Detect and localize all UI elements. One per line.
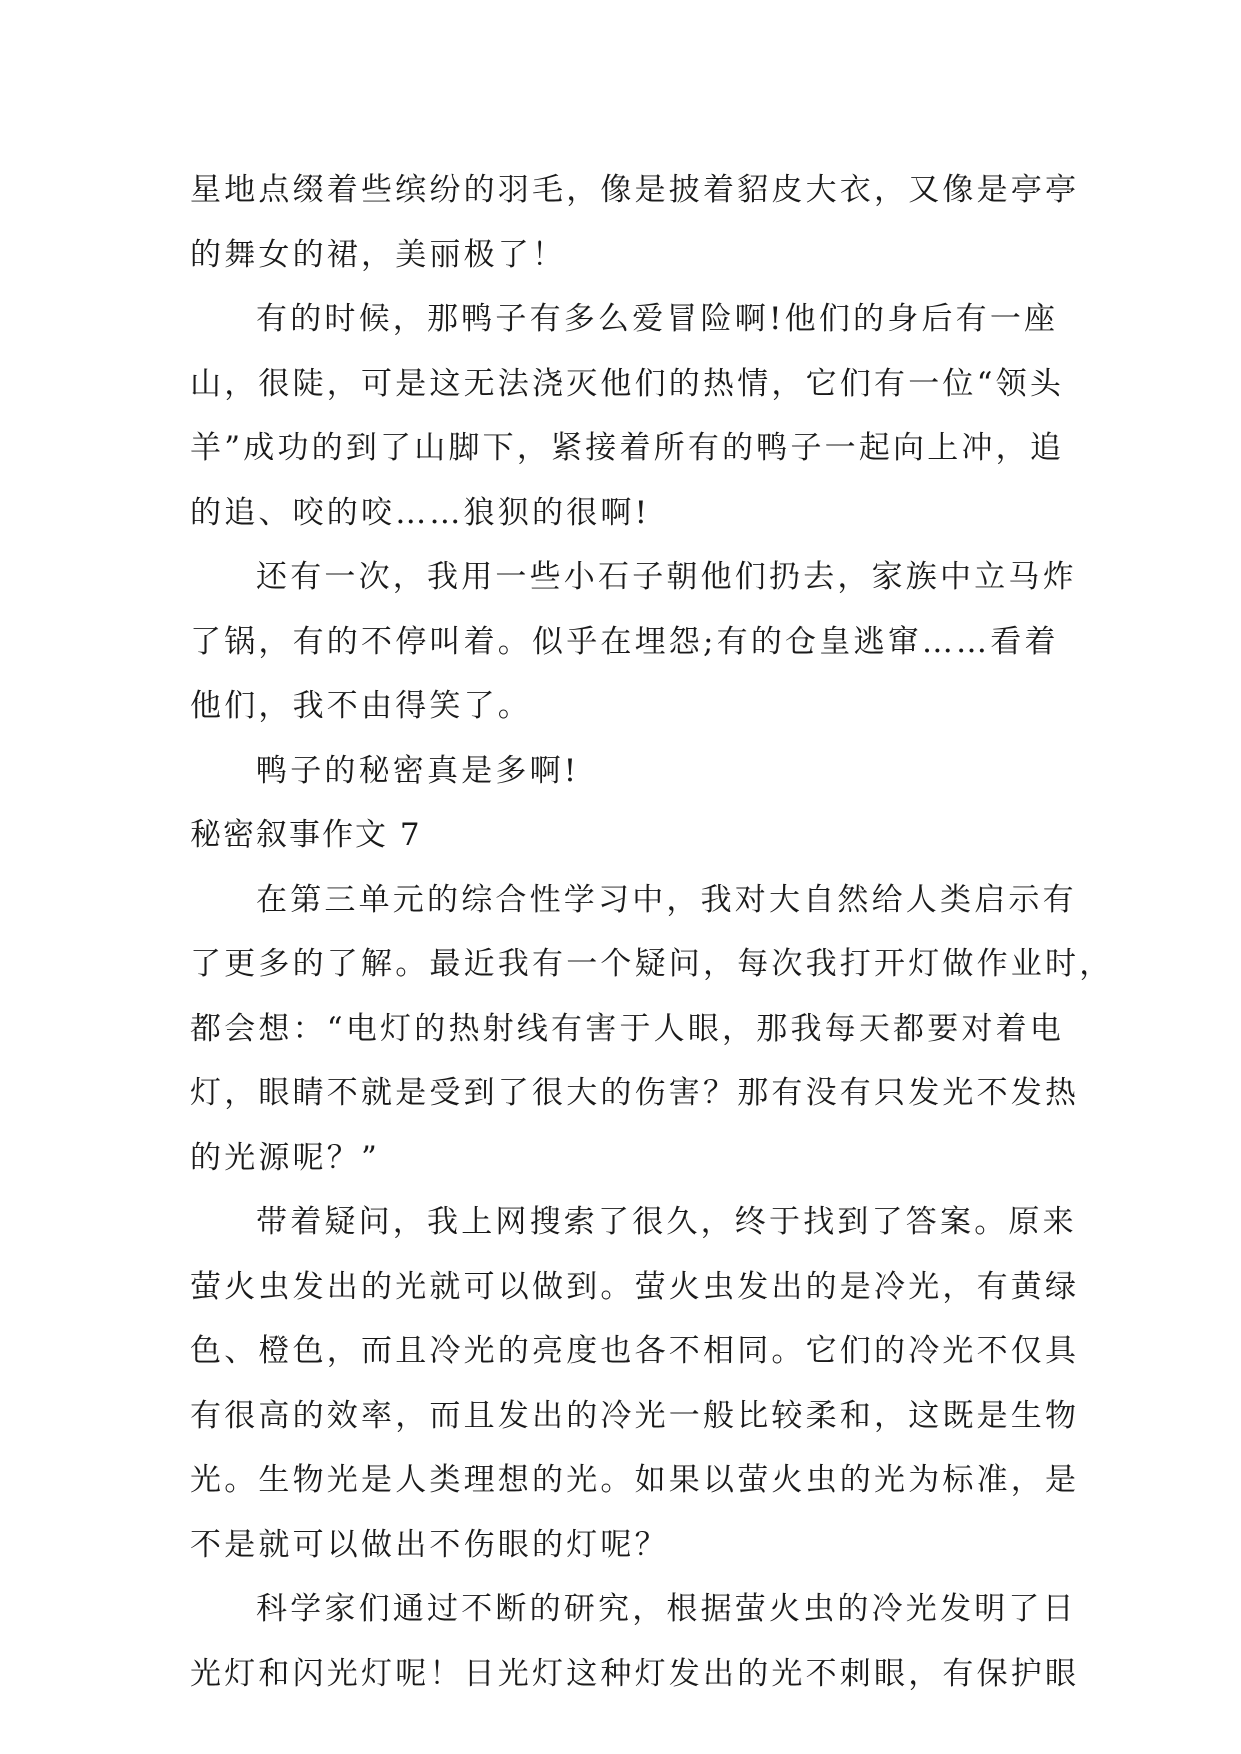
paragraph-start-line: 还有一次，我用一些小石子朝他们扔去，家族中立马炸 <box>256 559 1077 595</box>
text-line: 的舞女的裙，美丽极了！ <box>190 236 567 273</box>
text-line: 的光源呢？” <box>190 1139 381 1176</box>
paragraph-start-line: 科学家们通过不断的研究，根据萤火虫的冷光发明了日 <box>256 1591 1077 1627</box>
text-line: 不是就可以做出不伤眼的灯呢？ <box>190 1526 669 1563</box>
text-line: 星地点缀着些缤纷的羽毛，像是披着貂皮大衣，又像是亭亭 <box>190 172 1080 208</box>
text-line: 光灯和闪光灯呢！日光灯这种灯发出的光不刺眼，有保护眼 <box>190 1655 1080 1692</box>
text-line: 光。生物光是人类理想的光。如果以萤火虫的光为标准，是 <box>190 1462 1080 1498</box>
text-line: 灯，眼睛不就是受到了很大的伤害？那有没有只发光不发热 <box>190 1075 1080 1111</box>
text-line: 的追、咬的咬……狼狈的很啊! <box>190 494 651 531</box>
text-line: 山，很陡，可是这无法浇灭他们的热情，它们有一位“领头 <box>190 365 1065 402</box>
text-line: 了锅，有的不停叫着。似乎在埋怨;有的仓皇逃窜……看着 <box>190 623 1059 660</box>
section-heading: 秘密叙事作文 7 <box>190 817 422 853</box>
text-line: 羊”成功的到了山脚下，紧接着所有的鸭子一起向上冲，追 <box>190 430 1065 466</box>
document-page <box>190 158 1114 1706</box>
text-line: 色、橙色，而且冷光的亮度也各不相同。它们的冷光不仅具 <box>190 1333 1080 1369</box>
paragraph-start-line: 有的时候，那鸭子有多么爱冒险啊!他们的身后有一座 <box>256 301 1059 337</box>
text-line: 有很高的效率，而且发出的冷光一般比较柔和，这既是生物 <box>190 1397 1080 1434</box>
text-line: 了更多的了解。最近我有一个疑问，每次我打开灯做作业时， <box>190 946 1114 982</box>
paragraph-start-line: 在第三单元的综合性学习中，我对大自然给人类启示有 <box>256 881 1077 918</box>
paragraph-start-line: 鸭子的秘密真是多啊! <box>256 752 580 789</box>
text-line: 萤火虫发出的光就可以做到。萤火虫发出的是冷光，有黄绿 <box>190 1268 1080 1305</box>
text-line: 他们，我不由得笑了。 <box>190 688 532 724</box>
paragraph-start-line: 带着疑问，我上网搜索了很久，终于找到了答案。原来 <box>256 1204 1077 1240</box>
text-line: 都会想：“电灯的热射线有害于人眼，那我每天都要对着电 <box>190 1010 1065 1047</box>
